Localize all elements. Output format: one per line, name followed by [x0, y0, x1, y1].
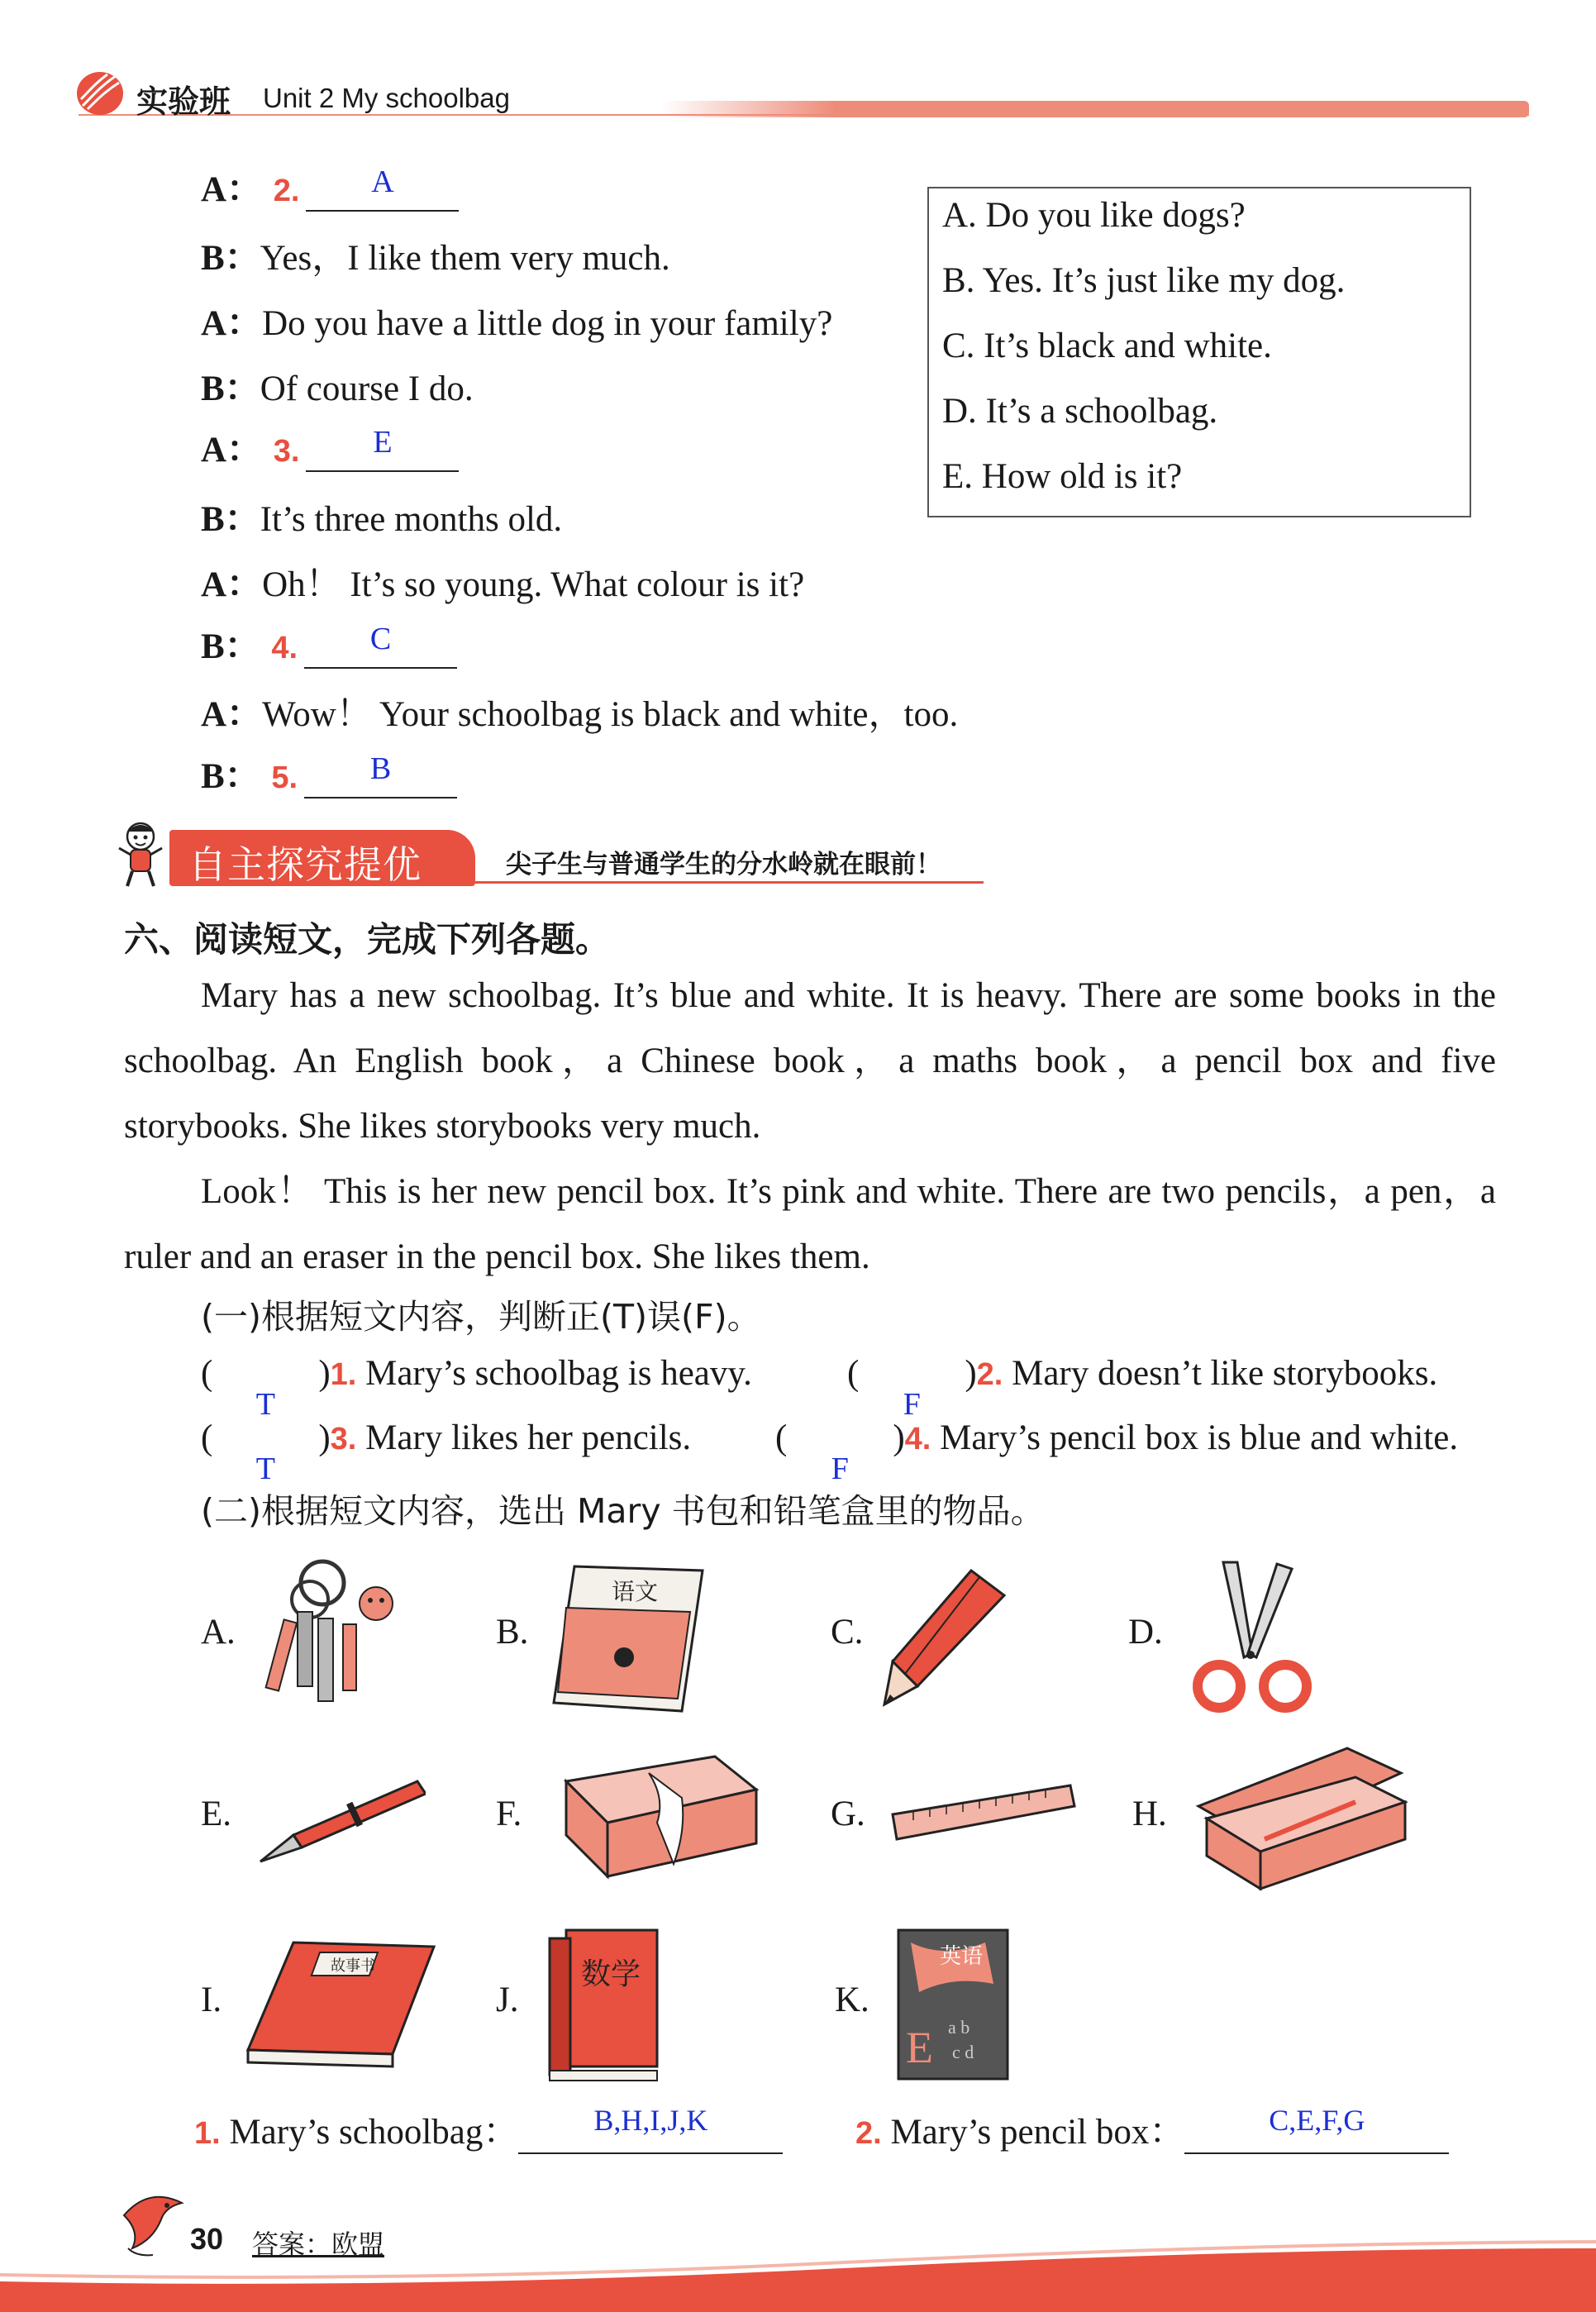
speaker: A： — [201, 170, 263, 209]
dialogue-line — [201, 686, 958, 737]
tf-answer: F — [831, 1452, 849, 1486]
leaf-logo-icon — [74, 68, 126, 119]
picture-letter: A. — [201, 1613, 236, 1652]
question-number: 1. — [194, 2116, 221, 2151]
tf-answer: F — [903, 1387, 921, 1422]
svg-text:a b: a b — [948, 2017, 970, 2038]
tf-statement: Mary doesn’t like storybooks. — [1012, 1354, 1438, 1393]
tf-statement: Mary’s pencil box is blue and white. — [940, 1418, 1459, 1457]
tf-answer: T — [255, 1452, 275, 1486]
footer-wave — [0, 2232, 1596, 2312]
option: C. It’s black and white. — [942, 327, 1272, 365]
book-label: 数学 — [581, 1957, 641, 1991]
blank-number: 5. — [271, 760, 298, 795]
footer-answer-label: 答案：欧盟 — [252, 2229, 385, 2260]
question-number: 2. — [855, 2116, 882, 2151]
section-title: 六、阅读短文，完成下列各题。 — [124, 919, 611, 960]
dialogue-line — [201, 491, 562, 541]
picture-letter: F. — [496, 1795, 522, 1833]
picture-letter: D. — [1128, 1613, 1163, 1652]
eraser-icon — [550, 1748, 765, 1889]
speaker: A： — [201, 431, 263, 470]
speaker: B： — [201, 239, 260, 278]
page-number: 30 — [190, 2222, 224, 2256]
dialogue-line — [201, 295, 832, 346]
option: D. It’s a schoolbag. — [942, 392, 1218, 431]
tf-answer: T — [255, 1387, 275, 1422]
question-number: 3. — [330, 1422, 357, 1456]
banner-slogan: 尖子生与普通学生的分水岭就在眼前！ — [506, 850, 941, 880]
blank-number: 4. — [271, 631, 298, 665]
question-number: 2. — [976, 1357, 1003, 1392]
answer-blank — [306, 425, 459, 472]
pen-icon — [252, 1769, 426, 1868]
banner-title: 自主探究提优 — [188, 842, 422, 887]
dialogue-line — [201, 161, 459, 212]
scissors-icon — [1178, 1554, 1318, 1719]
fill-answer: B,H,I,J,K — [593, 2104, 708, 2137]
question-number: 4. — [904, 1422, 931, 1456]
fill-question — [855, 2104, 1449, 2154]
option: B. Yes. It’s just like my dog. — [942, 261, 1346, 300]
tf-item: ( T )1. Mary’s schoolbag is heavy. — [201, 1354, 752, 1422]
picture-letter: K. — [835, 1981, 869, 2019]
tf-item: ( F )2. Mary doesn’t like storybooks. — [847, 1354, 1438, 1422]
picture-letter: H. — [1132, 1795, 1167, 1833]
book-label: 故事书 — [331, 1957, 375, 1975]
speaker: B： — [201, 369, 260, 408]
answer-blank — [306, 164, 459, 212]
part2-title: (二)根据短文内容，选出 Mary 书包和铅笔盒里的物品。 — [201, 1491, 1045, 1531]
chinese-book-icon — [550, 1558, 707, 1715]
english-book-icon — [894, 1926, 1012, 2083]
tf-statement: Mary likes her pencils. — [365, 1418, 692, 1457]
question-number: 1. — [330, 1357, 357, 1392]
answer-blank — [518, 2104, 783, 2154]
svg-text:c d: c d — [952, 2042, 974, 2062]
maths-book-icon — [541, 1922, 665, 2083]
tf-statement: Mary’s schoolbag is heavy. — [365, 1354, 752, 1393]
header-rule — [79, 114, 1529, 116]
dialogue-line — [201, 422, 459, 472]
unit-title: Unit 2 My schoolbag — [263, 83, 510, 113]
dolphin-mascot-icon — [116, 2182, 190, 2261]
pencil-icon — [880, 1562, 1012, 1711]
fill-question-text: Mary’s pencil box： — [890, 2113, 1185, 2152]
series-label: 实验班 — [136, 83, 231, 120]
blank-answer: A — [371, 164, 394, 199]
fill-question-text: Mary’s schoolbag： — [229, 2113, 519, 2152]
speaker: B： — [201, 757, 260, 796]
dialogue-text: It’s three months old. — [260, 500, 563, 539]
book-label: 语文 — [612, 1578, 659, 1605]
fill-question — [194, 2104, 783, 2154]
tf-item: ( F )4. Mary’s pencil box is blue and white. — [775, 1418, 1459, 1486]
picture-letter: I. — [201, 1981, 222, 2019]
blank-answer: E — [373, 425, 393, 460]
passage-paragraph: Mary has a new schoolbag. It’s blue and white. It is heavy. There are some books in the schoolbag. An English book，a Chinese book，a maths book，a pencil box and five storybooks. She likes storybooks very much. — [124, 976, 1496, 1146]
dialogue-line — [201, 618, 457, 669]
dialogue-text: Do you have a little dog in your family? — [262, 304, 833, 343]
speaker: A： — [201, 565, 263, 604]
picture-letter: G. — [831, 1795, 865, 1833]
keys-icon — [252, 1554, 401, 1719]
blank-number: 2. — [273, 174, 300, 208]
dialogue-line — [201, 748, 457, 798]
picture-letter: E. — [201, 1795, 232, 1833]
dialogue-line — [201, 230, 670, 280]
picture-letter: B. — [496, 1613, 529, 1652]
option: E. How old is it? — [942, 457, 1183, 496]
dialogue-text: Yes，I like them very much. — [260, 239, 670, 278]
dialogue-line — [201, 556, 804, 607]
dialogue-text: Oh！ It’s so young. What colour is it? — [262, 565, 805, 604]
fill-answer: C,E,F,G — [1269, 2104, 1365, 2137]
picture-letter: J. — [496, 1981, 519, 2019]
dialogue-text: Wow！ Your schoolbag is black and white，too. — [262, 695, 959, 734]
blank-number: 3. — [273, 434, 300, 469]
pencil-box-icon — [1190, 1740, 1413, 1897]
reading-passage — [124, 963, 1496, 1289]
picture-letter: C. — [831, 1613, 864, 1652]
answer-blank — [1184, 2104, 1449, 2154]
answer-blank — [304, 622, 457, 669]
book-label: 英语 — [940, 1944, 984, 1969]
speaker: A： — [201, 304, 263, 343]
storybook-icon — [244, 1934, 442, 2075]
speaker: A： — [201, 695, 263, 734]
option: A. Do you like dogs? — [942, 196, 1246, 235]
ruler-icon — [889, 1777, 1079, 1852]
speaker: B： — [201, 500, 260, 539]
speaker: B： — [201, 627, 260, 666]
passage-paragraph: Look！ This is her new pencil box. It’s pink and white. There are two pencils，a pen，a ruler and an eraser in the pencil box. She likes them. — [124, 1172, 1496, 1276]
dialogue-text: Of course I do. — [260, 369, 474, 408]
options-box — [927, 187, 1471, 517]
tf-item: ( T )3. Mary likes her pencils. — [201, 1418, 692, 1486]
blank-answer: C — [369, 622, 392, 656]
answer-blank — [304, 751, 457, 798]
part1-title: (一)根据短文内容，判断正(T)误(F)。 — [201, 1297, 761, 1337]
dialogue-line — [201, 360, 474, 411]
blank-answer: B — [369, 751, 392, 786]
mascot-icon — [116, 818, 165, 889]
svg-text:E: E — [906, 2023, 933, 2072]
banner-underline — [463, 881, 984, 884]
